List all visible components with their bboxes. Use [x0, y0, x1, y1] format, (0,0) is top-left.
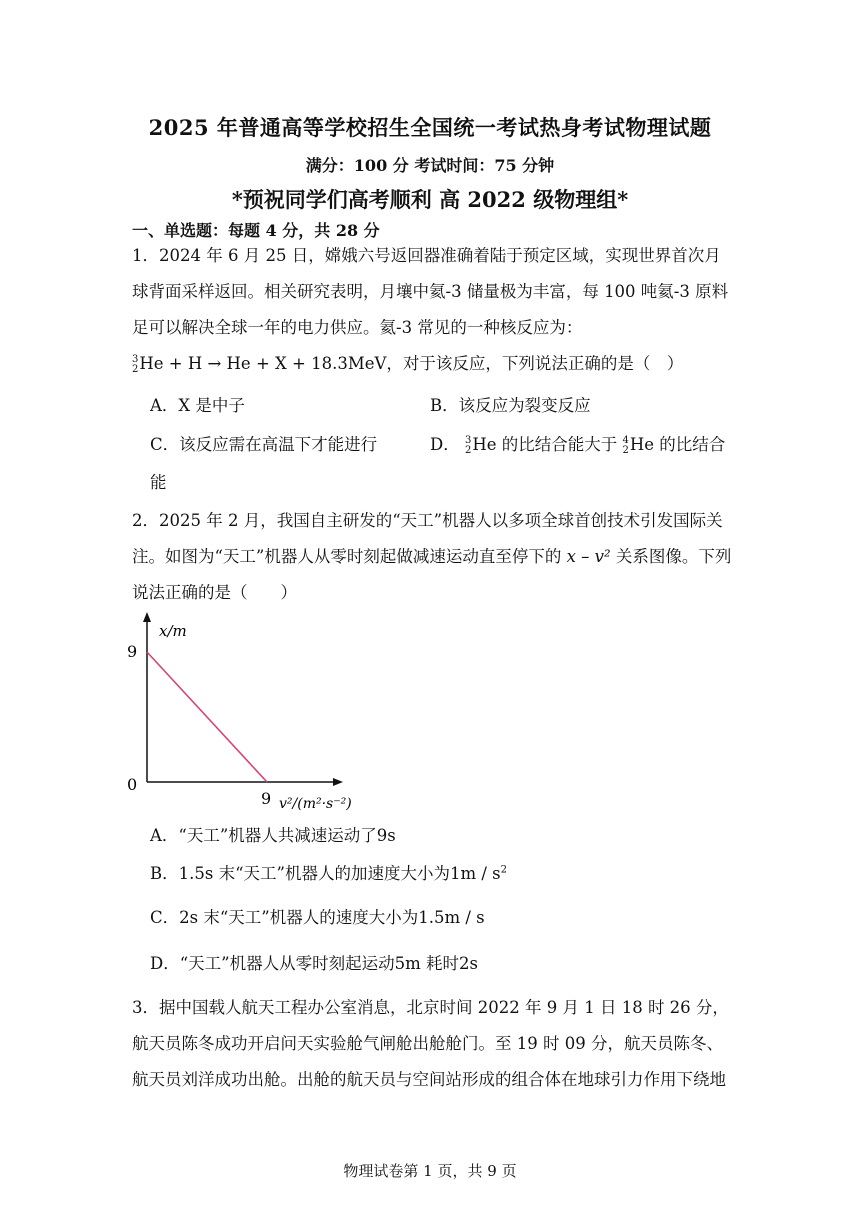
q1-option-a[interactable]: A．X 是中子	[150, 396, 245, 415]
q2-stem-part1: 2．2025 年 2 月，我国自主研发的“天工”机器人以多项全球首创技术引发国际关注。如图为“天工”机器人从零时刻起做减速运动直至停下的	[132, 511, 723, 566]
y-axis-arrow	[143, 612, 151, 622]
q1-option-d-label: D．	[430, 435, 460, 454]
q1-option-c[interactable]: C．该反应需在高温下才能进行	[150, 435, 378, 454]
section-heading: 一、单选题：每题 4 分，共 28 分	[132, 221, 380, 240]
series-line	[147, 652, 267, 782]
q2-option-d[interactable]: D．“天工”机器人从零时刻起运动5m 耗时2s	[150, 954, 478, 973]
q2-option-b-text: B．1.5s 末“天工”机器人的加速度大小为1m / s	[150, 864, 501, 883]
exam-subtitle: 满分：100 分 考试时间：75 分钟	[305, 156, 555, 175]
x-tick-label: 9	[261, 789, 272, 808]
q1-equation-line	[132, 350, 683, 375]
exam-title: 2025 年普通高等学校招生全国统一考试热身考试物理试题	[148, 115, 712, 140]
q2-option-a[interactable]: A．“天工”机器人共减速运动了9s	[150, 826, 396, 845]
he3-nuclide-d: 3 2	[464, 434, 472, 456]
x-v2-chart	[125, 612, 365, 812]
q3-stem: 3．据中国载人航天工程办公室消息，北京时间 2022 年 9 月 1 日 18 时 26 分，航天员陈冬成功开启问天实验舱气闸舱出舱舱门。至 19 时 09 分，航天员陈冬、航天员刘洋成功出舱。出舱的航天员与空间站形成的组合体在地球引力作用下绕地	[132, 998, 729, 1089]
q1-stem: 1．2024 年 6 月 25 日，嫦娥六号返回器准确着陆于预定区域，实现世界首次月球背面采样返回。相关研究表明，月壤中氦-3 储量极为丰富，每 100 吨氦-3 原料足可以解决全球一年的电力供应。氦-3 常见的一种核反应为：	[132, 246, 729, 337]
q2-stem-part2: 关系图像。下列说法正确的是（ ）	[132, 547, 732, 602]
x-axis-label: v²/(m²·s⁻²)	[279, 796, 352, 812]
he3-nuclide: 3 2	[132, 353, 139, 375]
origin-label: 0	[127, 775, 138, 794]
q1-equation-tail: ，对于该反应，下列说法正确的是（ ）	[386, 354, 684, 373]
q1-option-d-end: He 的比结合	[629, 435, 726, 454]
x-axis-arrow	[333, 778, 343, 786]
y-axis-label: x/m	[159, 622, 187, 640]
q1-option-d[interactable]	[430, 431, 725, 456]
q2-stem	[132, 503, 732, 611]
he4-nuclide-d: 4 2	[622, 434, 629, 456]
q2-option-c[interactable]: C．2s 末“天工”机器人的速度大小为1.5m / s	[150, 908, 485, 927]
q1-option-d-wrap: 能	[150, 473, 167, 492]
q2-stem-symbol: x – v²	[561, 547, 616, 566]
y-tick-label: 9	[127, 642, 138, 661]
q1-equation: He + H → He + X + 18.3MeV	[139, 354, 387, 373]
q1-option-b[interactable]: B．该反应为裂变反应	[430, 396, 591, 415]
blessing-banner: *预祝同学们高考顺利 高 2022 级物理组*	[231, 187, 629, 212]
q2-option-b[interactable]: B．1.5s 末“天工”机器人的加速度大小为$1m / s^2$	[150, 864, 507, 883]
page-footer: 物理试卷第 1 页，共 9 页	[343, 1162, 517, 1180]
q1-option-d-mid: He 的比结合能大于	[472, 435, 618, 454]
